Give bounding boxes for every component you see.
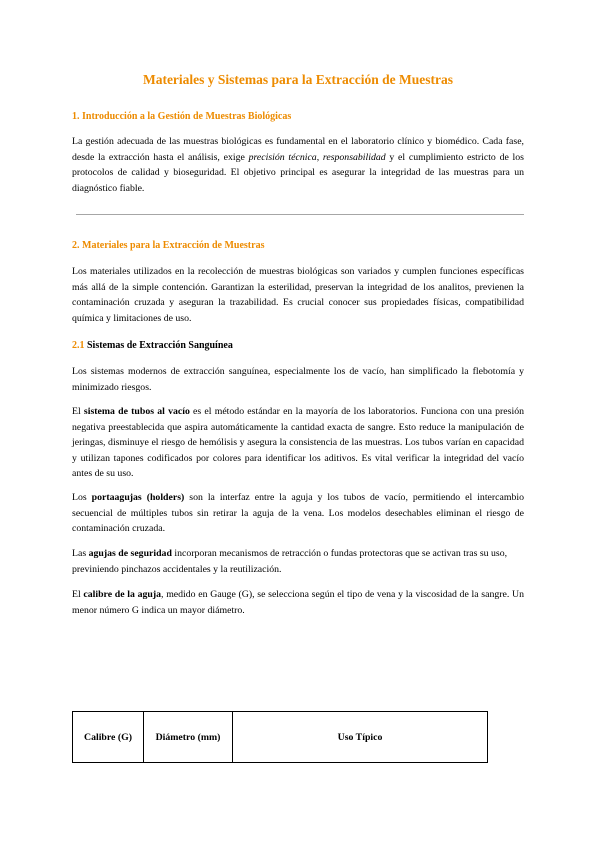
paragraph-agujas-seguridad: Las agujas de seguridad incorporan mecanismos de retracción o fundas protectoras que se activan tras su uso, previniendo pinchazos accidentales y la reutilización. (72, 548, 508, 575)
table-header-row (73, 712, 488, 763)
calibre-table (72, 711, 488, 763)
section-divider (76, 214, 524, 215)
section-1-heading: 1. Introducción a la Gestión de Muestras Biológicas (72, 111, 292, 122)
section-1-paragraph: La gestión adecuada de las muestras biológicas es fundamental en el laboratorio clínico y biomédico. Cada fase, desde la extracción hasta el análisis, exige precisión técnica, responsabilidad y el cumplimiento estricto de los protocolos de calidad y bioseguridad. El objetivo principal es asegurar la integridad de las muestras para un diagnóstico fiable. (72, 136, 524, 194)
paragraph-tubos-vacio: El sistema de tubos al vacío es el método estándar en la mayoría de los laboratorios. Funciona con una presión negativa preestablecida que aspira automáticamente la cantidad exacta de sangre. Esto reduce la manipulación de jeringas, disminuye el riesgo de hemólisis y asegura la consistencia de las muestras. Los tubos varían en capacidad y utilizan tapones codificados por colores para identificar los aditivos. Es vital verificar la integridad del vacío antes de su uso. (72, 406, 524, 480)
section-2-heading: 2. Materiales para la Extracción de Muestras (72, 240, 265, 251)
header-calibre: Calibre (G) (73, 712, 144, 763)
term-portaagujas: portaagujas (holders) (91, 492, 185, 503)
emphasis-responsabilidad: responsabilidad (322, 151, 386, 163)
paragraph-calibre: El calibre de la aguja, medido en Gauge (G), se selecciona según el tipo de vena y la viscosidad de la sangre. Un menor número G indica un mayor diámetro. (72, 589, 524, 616)
header-uso: Uso Típico (233, 712, 488, 763)
section-2-intro: Los materiales utilizados en la recolección de muestras biológicas son variados y cumplen funciones específicas más allá de la simple contención. Garantizan la esterilidad, preservan la integridad de los analitos, previenen la contaminación cruzada y aseguran la trazabilidad. Es crucial conocer sus propiedades físicas, compatibilidad química y limitaciones de uso. (72, 266, 524, 324)
paragraph-sistemas: Los sistemas modernos de extracción sanguínea, especialmente los de vacío, han simplificado la flebotomía y minimizado riesgos. (72, 366, 524, 393)
header-diametro: Diámetro (mm) (144, 712, 233, 763)
term-agujas-seguridad: agujas de seguridad (88, 548, 172, 559)
subsection-2-1-heading: 2.1 Sistemas de Extracción Sanguínea (72, 340, 233, 351)
emphasis-precision: precisión técnica (248, 151, 317, 163)
paragraph-portaagujas: Los portaagujas (holders) son la interfaz entre la aguja y los tubos de vacío, permitiendo el intercambio secuencial de múltiples tubos sin retirar la aguja de la vena. Los modelos desechables eliminan el riesgo de contaminación cruzada. (72, 492, 524, 535)
document-title: Materiales y Sistemas para la Extracción de Muestras (142, 72, 454, 87)
term-tubos-vacio: sistema de tubos al vacío (83, 406, 190, 417)
term-calibre: calibre de la aguja (83, 589, 162, 600)
